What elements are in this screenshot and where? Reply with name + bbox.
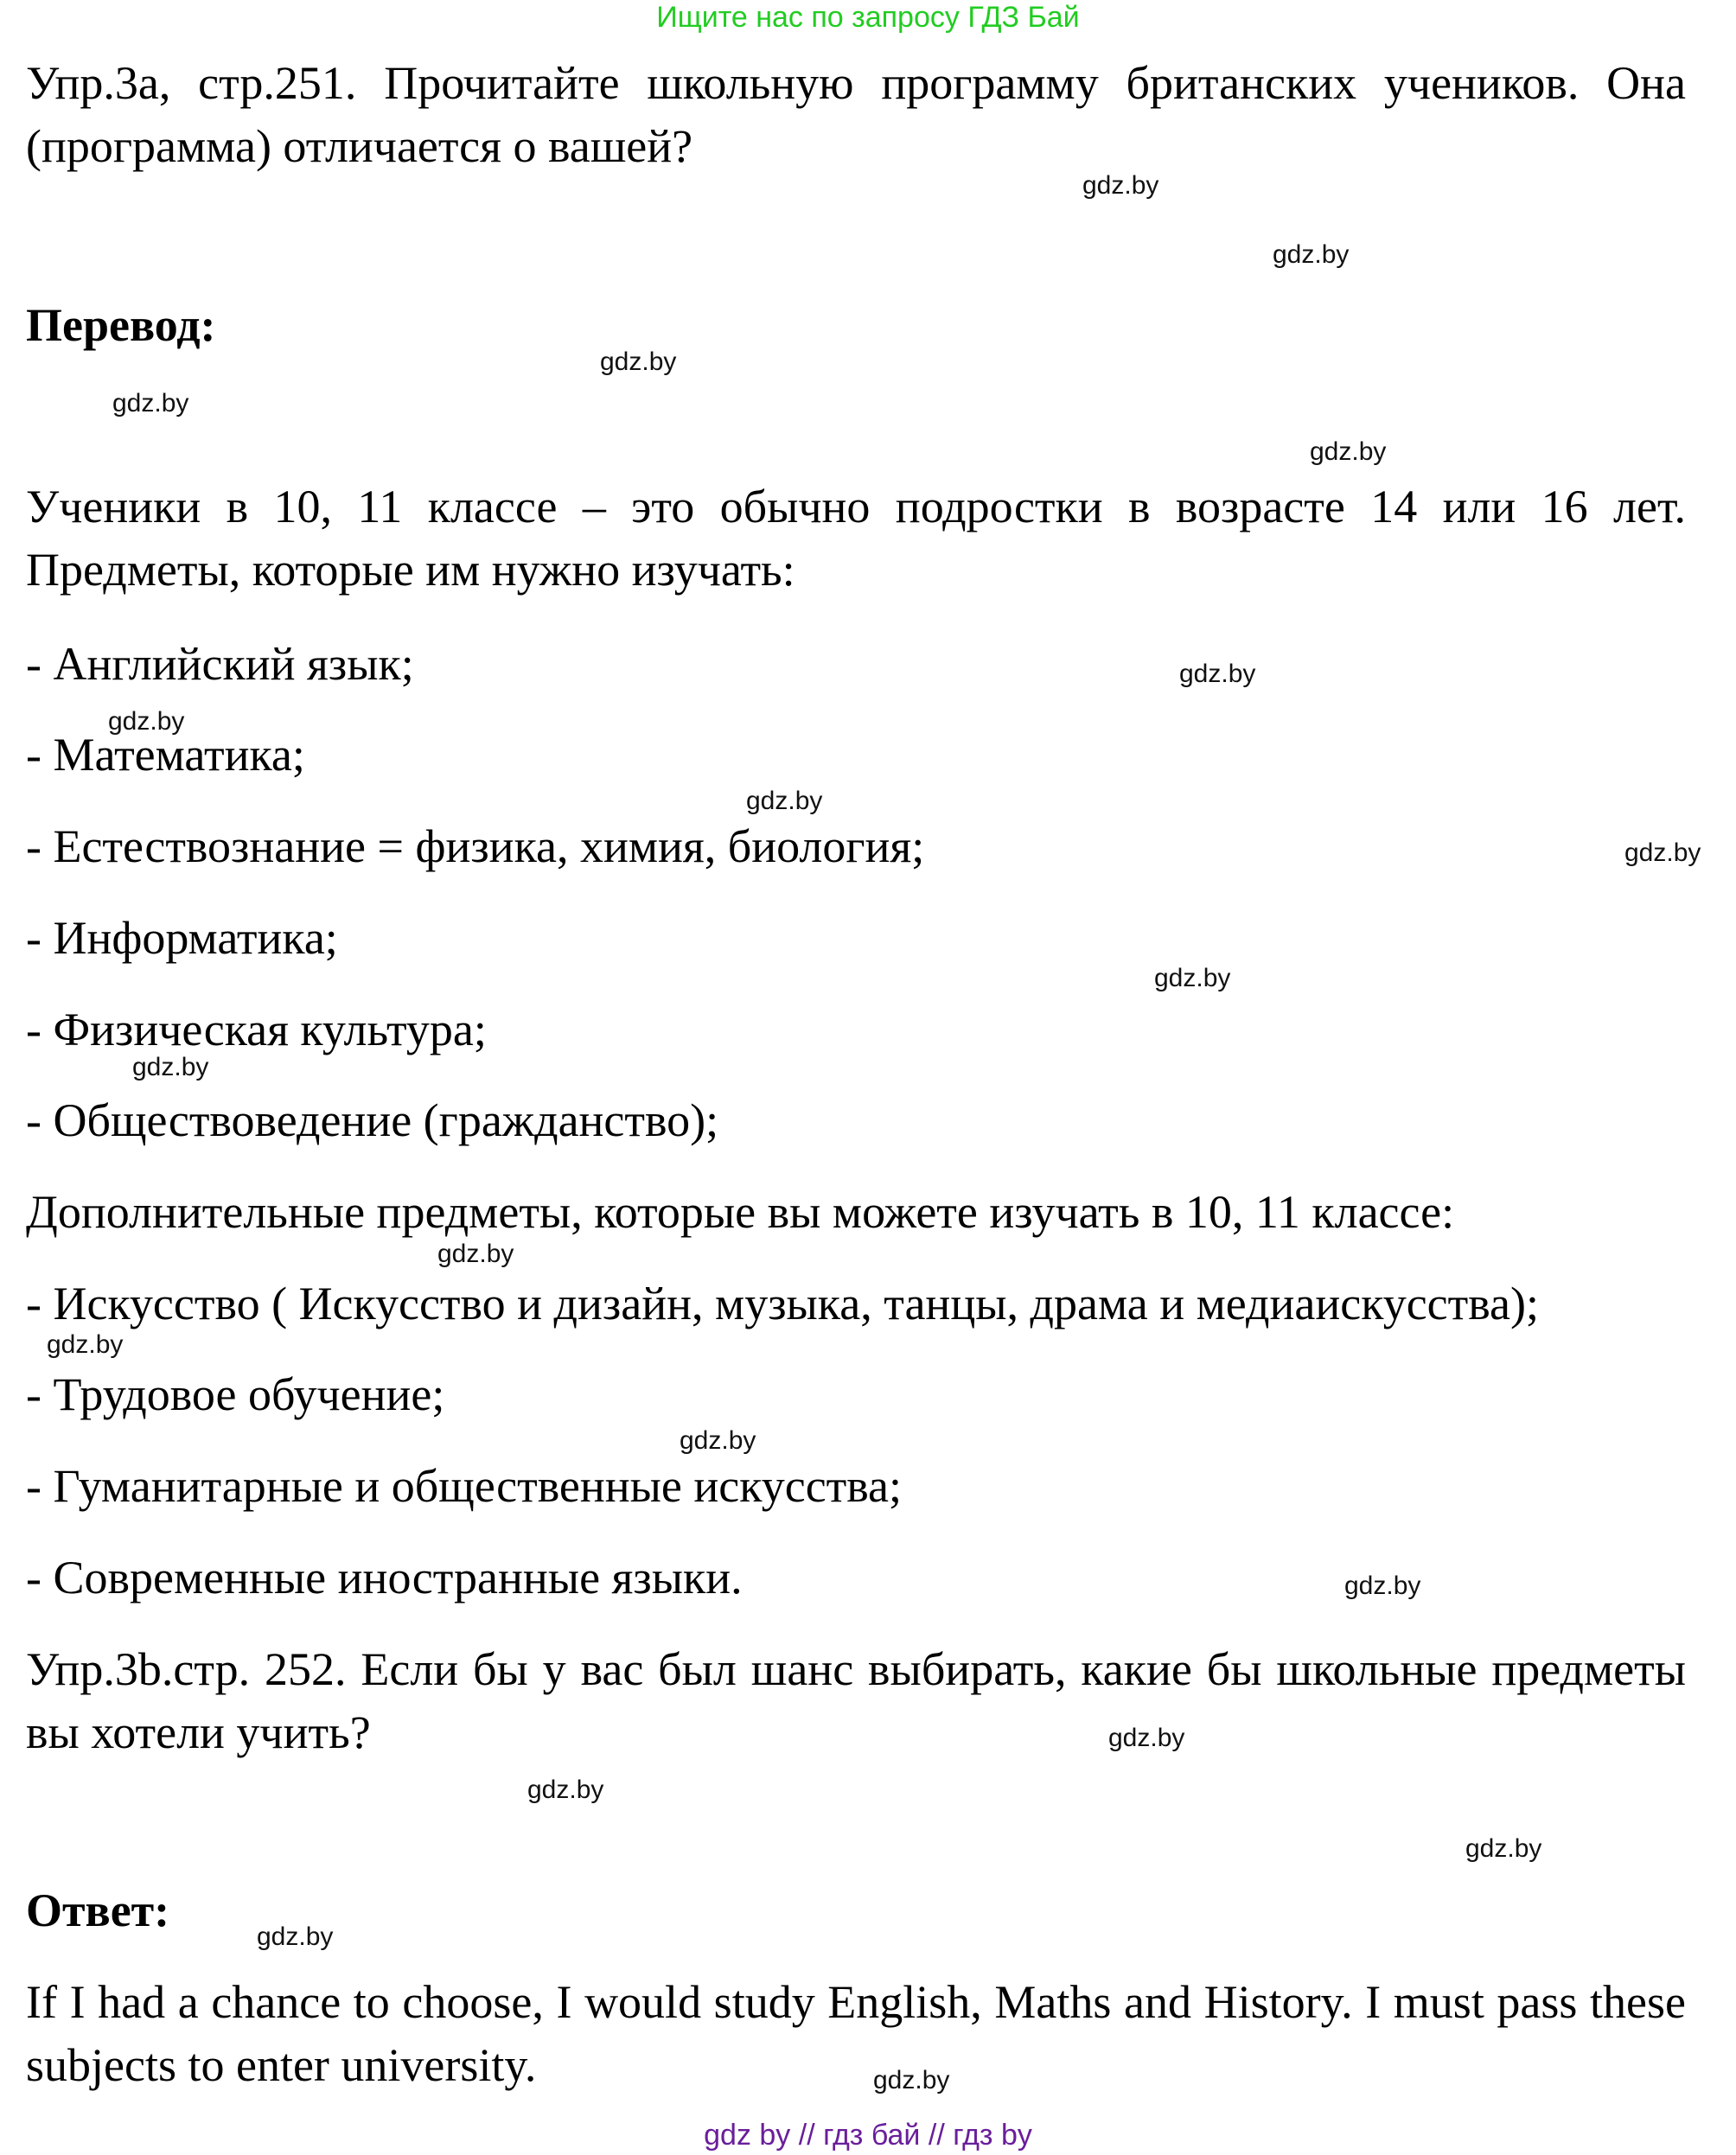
- exercise-3a-task: Упр.3а, стр.251. Прочитайте школьную программу британских учеников. Она (программа) отличается о вашей?: [26, 57, 1686, 172]
- required-subject-item: - Информатика;: [26, 912, 338, 964]
- optional-subject-item: - Искусство ( Искусство и дизайн, музыка, танцы, драма и медиаискусства);: [26, 1278, 1539, 1329]
- watermark: gdz.by: [1624, 838, 1701, 867]
- watermark: gdz.by: [600, 347, 677, 376]
- optional-subjects-intro: Дополнительные предметы, которые вы можете изучать в 10, 11 классе:: [26, 1186, 1455, 1238]
- required-subject-item: - Математика;: [26, 729, 305, 781]
- translation-intro: Ученики в 10, 11 классе – это обычно подростки в возрасте 14 или 16 лет. Предметы, которые им нужно изучать:: [26, 481, 1686, 596]
- required-subject-item: - Естествознание = физика, химия, биология;: [26, 820, 925, 872]
- header-search-hint[interactable]: Ищите нас по запросу ГДЗ Бай: [656, 1, 1080, 34]
- watermark: gdz.by: [132, 1053, 209, 1081]
- watermark: gdz.by: [1310, 437, 1387, 466]
- required-subject-item: - Физическая культура;: [26, 1004, 487, 1055]
- answer-heading: Ответ:: [26, 1884, 170, 1936]
- exercise-3b-task: Упр.3b.стр. 252. Если бы у вас был шанс выбирать, какие бы школьные предметы вы хотели учить?: [26, 1643, 1686, 1758]
- watermark: gdz.by: [1082, 171, 1159, 200]
- answer-text: If I had a chance to choose, I would study English, Maths and History. I must pass these subjects to enter university.: [26, 1976, 1686, 2091]
- watermark: gdz.by: [1154, 964, 1231, 992]
- watermark: gdz.by: [108, 707, 185, 736]
- watermark: gdz.by: [746, 787, 823, 815]
- watermark: gdz.by: [1108, 1724, 1185, 1752]
- watermark: gdz.by: [680, 1426, 756, 1455]
- watermark: gdz.by: [1465, 1834, 1542, 1863]
- watermark: gdz.by: [257, 1922, 334, 1951]
- translation-heading: Перевод:: [26, 299, 216, 351]
- footer-links[interactable]: gdz by // гдз бай // гдз by: [704, 2119, 1032, 2152]
- required-subject-item: - Английский язык;: [26, 638, 414, 690]
- required-subject-item: - Обществоведение (гражданство);: [26, 1094, 719, 1146]
- optional-subject-item: - Трудовое обучение;: [26, 1368, 445, 1420]
- optional-subject-item: - Гуманитарные и общественные искусства;: [26, 1460, 903, 1512]
- watermark: gdz.by: [527, 1776, 604, 1804]
- optional-subject-item: - Современные иностранные языки.: [26, 1552, 743, 1603]
- watermark: gdz.by: [1273, 240, 1350, 269]
- watermark: gdz.by: [47, 1330, 124, 1359]
- watermark: gdz.by: [1179, 660, 1256, 688]
- watermark: gdz.by: [873, 2066, 950, 2094]
- watermark: gdz.by: [1344, 1572, 1421, 1600]
- watermark: gdz.by: [437, 1240, 514, 1268]
- watermark: gdz.by: [112, 389, 189, 418]
